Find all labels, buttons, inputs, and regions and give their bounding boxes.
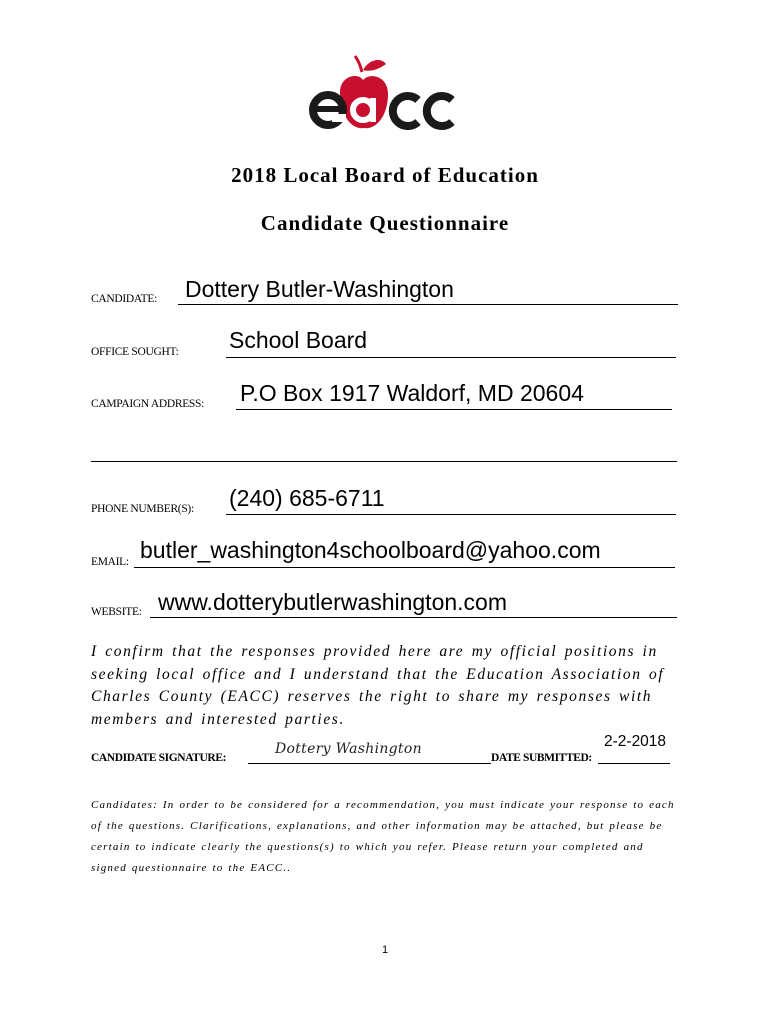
- signature-label: CANDIDATE SIGNATURE:: [91, 752, 227, 764]
- candidate-label: CANDIDATE:: [91, 293, 157, 305]
- office-label: OFFICE SOUGHT:: [91, 346, 179, 358]
- office-field[interactable]: School Board: [229, 327, 368, 353]
- eacc-logo: [300, 50, 470, 145]
- phone-line: [226, 514, 676, 515]
- phone-field[interactable]: (240) 685-6711: [229, 485, 385, 511]
- email-line: [134, 567, 675, 568]
- candidate-line: [178, 304, 678, 305]
- address-label: CAMPAIGN ADDRESS:: [91, 398, 205, 410]
- instructions-note: Candidates: In order to be considered for a recommendation, you must indicate your response to each of the questions. Clarifications, explanations, and other information may be attached, but please be certain to indicate clearly the questions(s) to which you refer. Please return your completed and signed questionnaire to the EACC..: [91, 799, 675, 874]
- page-title: 2018 Local Board of Education: [231, 163, 539, 187]
- candidate-signature[interactable]: Dottery Washington: [275, 741, 422, 757]
- date-label: DATE SUBMITTED:: [491, 752, 592, 764]
- address-line: [236, 409, 672, 410]
- date-submitted-field[interactable]: 2-2-2018: [604, 733, 667, 750]
- candidate-field[interactable]: Dottery Butler-Washington: [185, 276, 454, 302]
- signature-line: [248, 763, 491, 764]
- email-label: EMAIL:: [91, 556, 129, 568]
- apple-icon: [300, 50, 470, 145]
- address-field[interactable]: P.O Box 1917 Waldorf, MD 20604: [240, 380, 584, 406]
- confirmation-statement: I confirm that the responses provided here are my official positions in seeking local office and I understand that the Education Association of Charles County (EACC) reserves the right to share my responses with members and interested parties.: [91, 643, 665, 728]
- website-field[interactable]: www.dotterybutlerwashington.com: [158, 589, 507, 615]
- page-number: 1: [381, 944, 389, 956]
- page-subtitle: Candidate Questionnaire: [260, 211, 510, 235]
- date-line: [598, 763, 670, 764]
- email-field[interactable]: butler_washington4schoolboard@yahoo.com: [140, 537, 601, 563]
- phone-label: PHONE NUMBER(S):: [91, 503, 194, 515]
- address-line-2: [91, 461, 677, 462]
- website-label: WEBSITE:: [91, 606, 142, 618]
- office-line: [226, 357, 676, 358]
- website-line: [150, 617, 677, 618]
